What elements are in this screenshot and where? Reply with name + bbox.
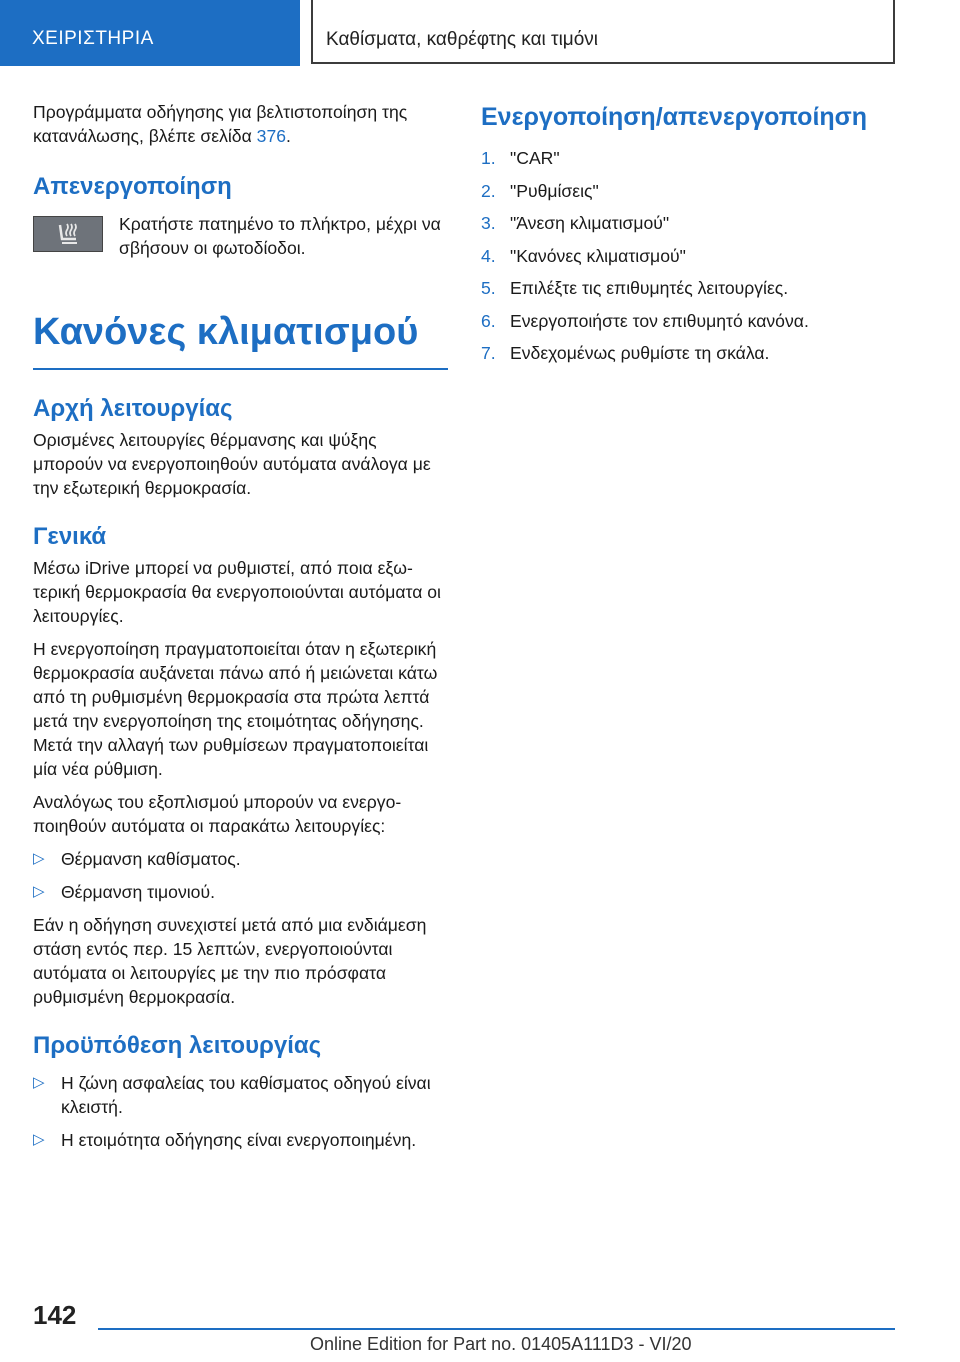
list-item: ▷ Θέρμανση τιμονιού. bbox=[33, 882, 215, 902]
list-item: ▷ Θέρμανση καθίσματος. bbox=[33, 849, 241, 869]
triangle-bullet-icon: ▷ bbox=[33, 850, 45, 867]
list-item: ▷ Η ετοιμότητα οδήγησης είναι ενεργοποιημένη. bbox=[33, 1130, 417, 1150]
principle-heading: Αρχή λειτουργίας bbox=[33, 395, 233, 422]
general-paragraph-3: Αναλόγως του εξοπλισμού μπορούν να ενεργοποιηθούν αυτόματα οι παρακάτω λειτουργίες: bbox=[33, 792, 402, 836]
deactivation-text: Κρατήστε πατημένο το πλήκτρο, μέχρι να σβήσουν οι φωτοδίοδοι. bbox=[119, 214, 441, 258]
general-paragraph-1: Μέσω iDrive μπορεί να ρυθμιστεί, από ποια εξωτερική θερμοκρασία θα ενεργοποιούνται αυτόματα οι λειτουργίες. bbox=[33, 558, 441, 626]
left-column bbox=[33, 100, 448, 1161]
prereq-list bbox=[33, 1071, 448, 1152]
steps-list bbox=[481, 146, 901, 365]
chapter-title: Καθίσματα, καθρέφτης και τιμόνι bbox=[326, 29, 599, 50]
deactivation-heading: Απενεργοποίηση bbox=[33, 173, 232, 200]
section-tab bbox=[0, 0, 300, 66]
deactivation-row bbox=[33, 212, 448, 260]
step-item: 6. Ενεργοποιήστε τον επιθυμητό κανόνα. bbox=[481, 310, 809, 331]
footer-rule bbox=[98, 1328, 895, 1330]
step-item: 2. "Ρυθμίσεις" bbox=[481, 180, 599, 201]
triangle-bullet-icon: ▷ bbox=[33, 883, 45, 900]
edition-footer: Online Edition for Part no. 01405A111D3 - VI/20 bbox=[310, 1334, 692, 1354]
general-paragraph-4: Εάν η οδήγηση συνεχιστεί μετά από μια ενδιάμεση στάση εντός περ. 15 λεπτών, ενεργοποιούνται αυτόματα οι λειτουργίες με την πιο πρόσφατα ρυθμισμένη θερμοκρασία. bbox=[33, 915, 427, 1007]
intro-paragraph: Προγράμματα οδήγησης για βελτιστοποίηση της κατανάλωσης, βλέπε σελίδα 376. bbox=[33, 102, 408, 146]
section-title: ΧΕΙΡΙΣΤΗΡΙΑ bbox=[32, 28, 154, 49]
step-item: 7. Ενδεχομένως ρυθμίστε τη σκάλα. bbox=[481, 343, 770, 363]
right-column bbox=[481, 100, 901, 374]
functions-list bbox=[33, 847, 448, 904]
activation-heading: Ενεργοποίηση/απενεργοποίηση bbox=[481, 103, 868, 131]
principle-text: Ορισμένες λειτουργίες θέρμανσης και ψύξης μπορούν να ενεργοποιηθούν αυτόματα ανάλογα με την εξωτερική θερμοκρασία. bbox=[33, 430, 431, 498]
step-item: 4. "Κανόνες κλιματισμού" bbox=[481, 245, 686, 266]
chapter-header bbox=[311, 0, 895, 64]
page-number: 142 bbox=[33, 1300, 77, 1330]
list-item: ▷ Η ζώνη ασφαλείας του καθίσματος οδηγού είναι κλειστή. bbox=[33, 1073, 431, 1117]
main-heading: Κανόνες κλιματισμού bbox=[33, 311, 419, 353]
step-item: 3. "Άνεση κλιματισμού" bbox=[481, 213, 670, 233]
seat-heating-icon bbox=[33, 216, 103, 252]
step-item: 1. "CAR" bbox=[481, 148, 560, 168]
triangle-bullet-icon: ▷ bbox=[33, 1131, 45, 1148]
page-link[interactable]: 376 bbox=[256, 126, 287, 146]
heading-rule bbox=[33, 368, 448, 370]
prereq-heading: Προϋπόθεση λειτουργίας bbox=[33, 1032, 322, 1059]
general-heading: Γενικά bbox=[33, 523, 107, 550]
step-item: 5. Επιλέξτε τις επιθυμητές λειτουργίες. bbox=[481, 278, 789, 298]
general-paragraph-2: Η ενεργοποίηση πραγματοποιείται όταν η εξωτερική θερμοκρασία αυξάνεται πάνω από ή μειώνεται κάτω από τη ρυθμισμένη θερμοκρασία στα πρώτα λεπτά μετά την ενεργοποίηση της ετοιμότητας οδήγησης. Μετά την αλλαγή των ρυθμίσεων πραγματοποιείται μία νέα ρύθμιση. bbox=[33, 639, 438, 779]
triangle-bullet-icon: ▷ bbox=[33, 1074, 45, 1091]
